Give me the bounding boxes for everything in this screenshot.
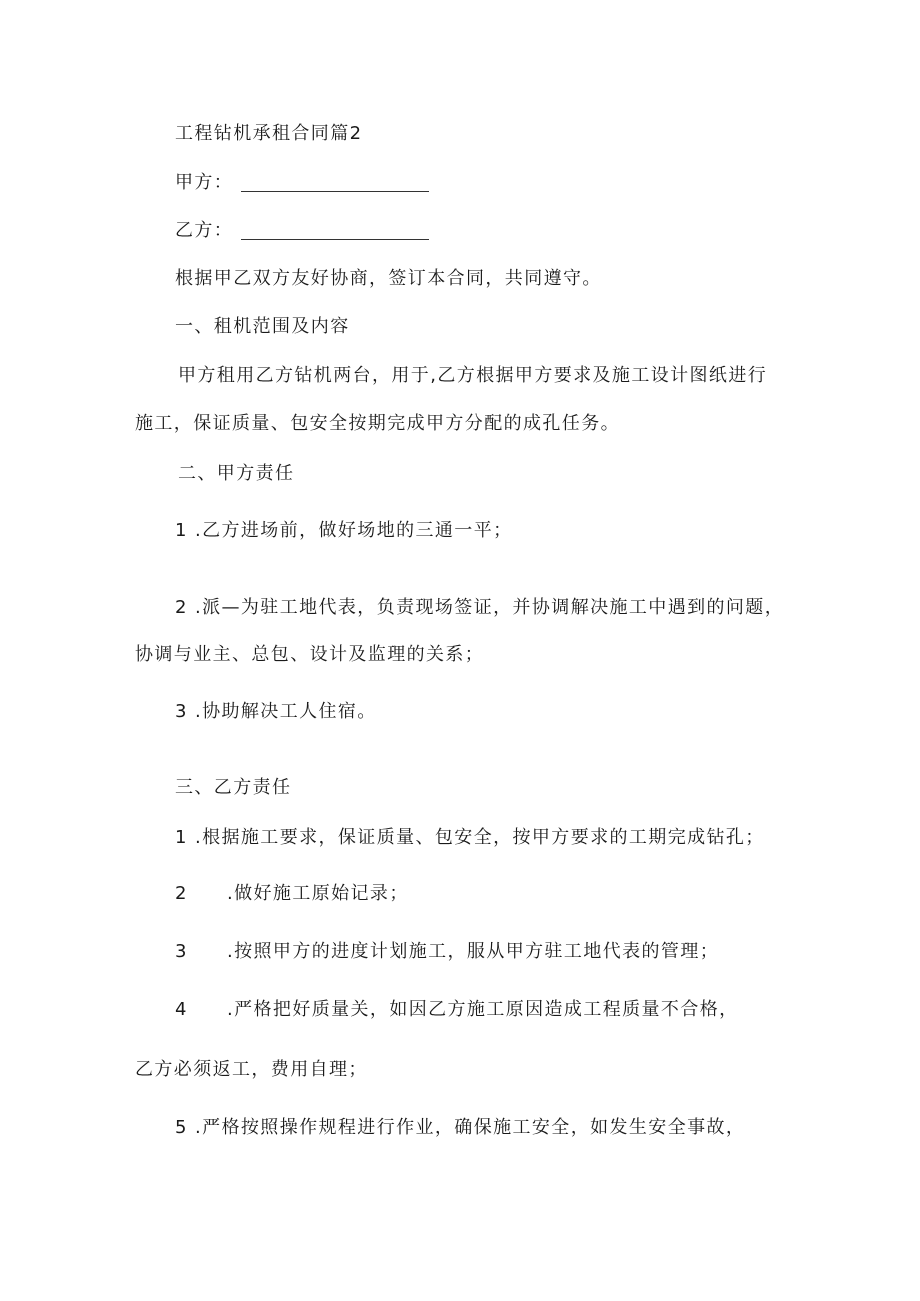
section3-item-1: [175, 826, 765, 850]
section2-item-2: [175, 596, 784, 620]
section3-item-4-cont: 乙方必须返工，费用自理；: [135, 1059, 368, 1080]
section3-item-2: [175, 882, 409, 906]
document-title: 工程钻机承租合同篇2: [175, 123, 363, 144]
intro-paragraph: 根据甲乙双方友好协商，签订本合同，共同遵守。: [175, 268, 602, 289]
item-text: .根据施工要求，保证质量、包安全，按甲方要求的工期完成钻孔；: [194, 827, 765, 848]
section2-item-2-cont: 协调与业主、总包、设计及监理的关系；: [135, 644, 485, 665]
item-text: .严格按照操作规程进行作业，确保施工安全，如发生安全事故，: [194, 1117, 746, 1138]
party-b-line: [175, 219, 429, 243]
party-a-blank: [241, 191, 429, 192]
item-number: 5: [175, 1117, 188, 1138]
item-number: 3: [175, 701, 188, 722]
party-b-blank: [241, 239, 429, 240]
item-number: 1: [175, 827, 188, 848]
party-b-label: 乙方：: [175, 220, 234, 241]
item-text: .严格把好质量关，如因乙方施工原因造成工程质量不合格，: [227, 999, 739, 1020]
item-number: 4: [175, 999, 188, 1020]
item-text: .按照甲方的进度计划施工，服从甲方驻工地代表的管理；: [227, 941, 720, 962]
section1-text-line2: 施工，保证质量、包安全按期完成甲方分配的成孔任务。: [135, 413, 620, 434]
item-text: .协助解决工人住宿。: [194, 701, 377, 722]
item-number: 2: [175, 883, 188, 904]
item-number: 1: [175, 520, 188, 541]
section2-item-3: [175, 700, 377, 724]
party-a-label: 甲方：: [175, 172, 234, 193]
section3-item-3: [175, 940, 719, 964]
section2-item-1: [175, 519, 513, 543]
section3-heading: 三、乙方责任: [175, 777, 292, 798]
section3-item-5: [175, 1116, 745, 1140]
party-a-line: [175, 171, 429, 195]
section1-heading: 一、租机范围及内容: [175, 316, 350, 337]
item-text: .派—为驻工地代表，负责现场签证，并协调解决施工中遇到的问题，: [194, 597, 785, 618]
item-text: .乙方进场前，做好场地的三通一平；: [194, 520, 513, 541]
item-text: .做好施工原始记录；: [227, 883, 409, 904]
section3-item-4: [175, 998, 739, 1022]
section1-text-line1: 甲方租用乙方钻机两台，用于,乙方根据甲方要求及施工设计图纸进行: [178, 365, 768, 386]
item-number: 3: [175, 941, 188, 962]
section2-heading: 二、甲方责任: [178, 463, 295, 484]
item-number: 2: [175, 597, 188, 618]
